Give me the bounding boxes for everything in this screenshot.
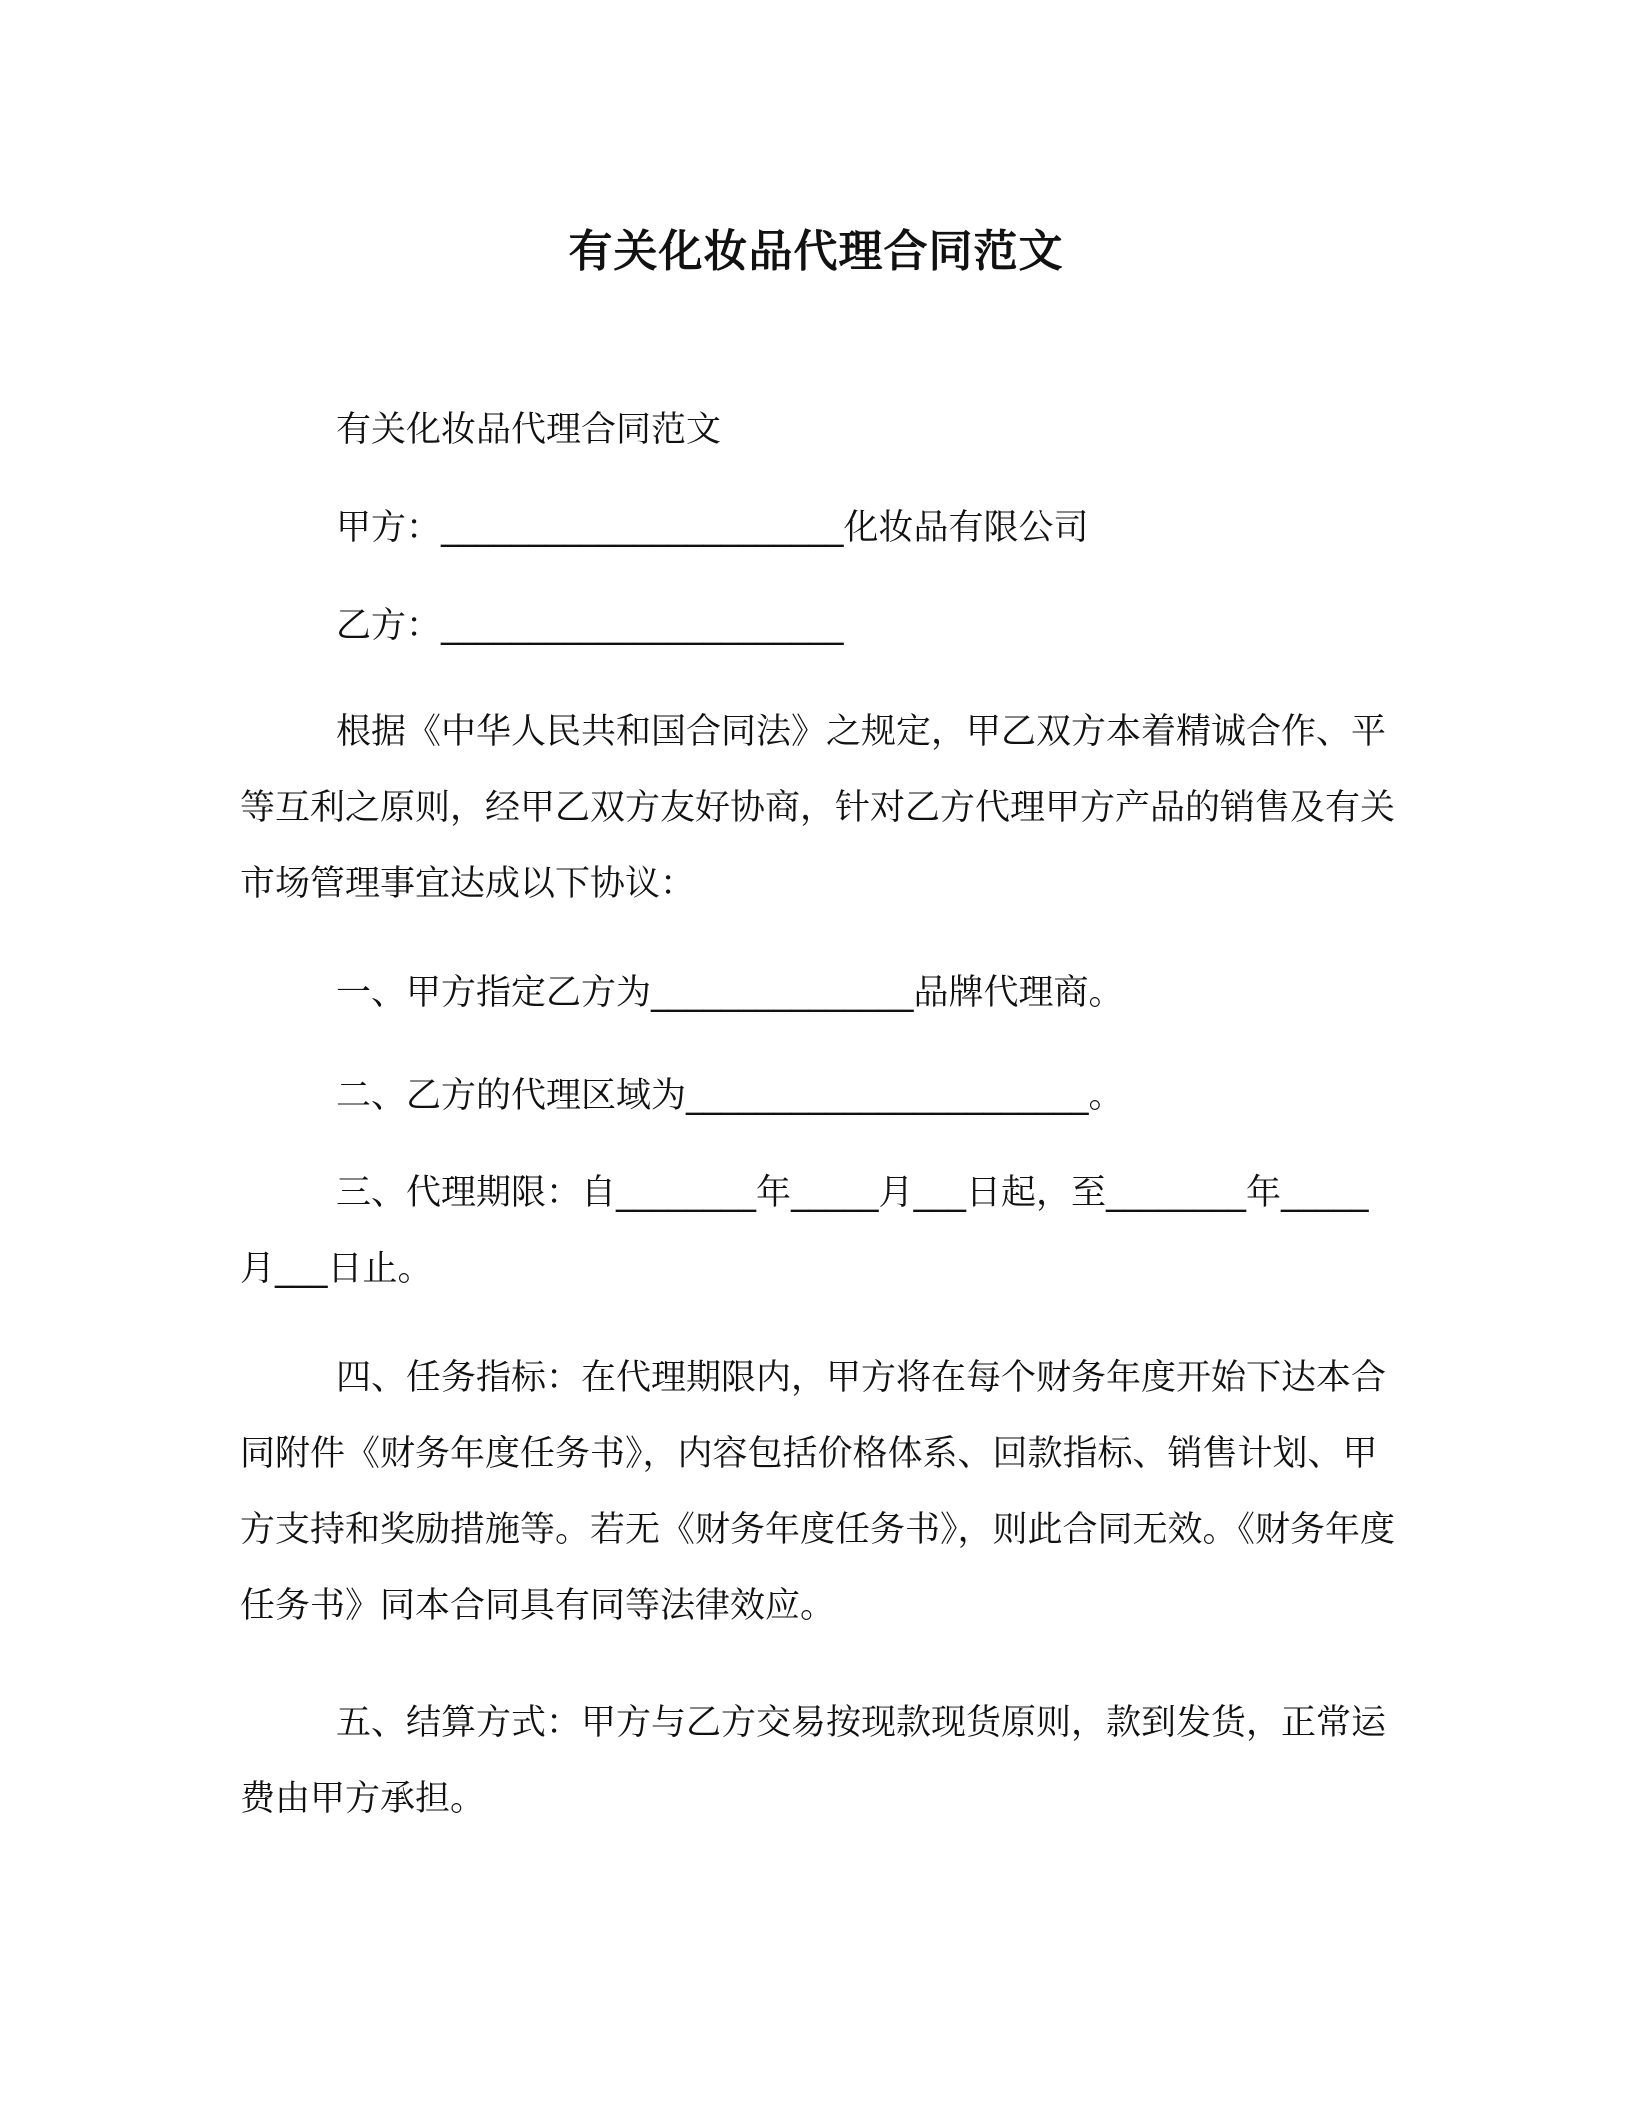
party-a-line: 甲方：_______________________化妆品有限公司 xyxy=(336,508,1089,548)
clause-2: 二、乙方的代理区域为_______________________。 xyxy=(336,1076,1124,1116)
document-title: 有关化妆品代理合同范文 xyxy=(568,226,1064,277)
preamble-paragraph: 根据《中华人民共和国合同法》之规定，甲乙双方本着精诚合作、平等互利之原则，经甲乙双方友好协商，针对乙方代理甲方产品的销售及有关市场管理事宜达成以下协议： xyxy=(240,712,1396,904)
clause-1: 一、甲方指定乙方为_______________品牌代理商。 xyxy=(336,973,1124,1013)
clause-3: 三、代理期限：自________年_____月___日起，至________年_____月___日止。 xyxy=(240,1173,1369,1289)
subtitle: 有关化妆品代理合同范文 xyxy=(336,410,722,450)
clause-4: 四、任务指标：在代理期限内，甲方将在每个财务年度开始下达本合同附件《财务年度任务书》，内容包括价格体系、回款指标、销售计划、甲方支持和奖励措施等。若无《财务年度任务书》，则此合同无效。《财务年度任务书》同本合同具有同等法律效应。 xyxy=(240,1358,1396,1626)
party-b-line: 乙方：_______________________ xyxy=(336,606,844,646)
clause-5: 五、结算方式：甲方与乙方交易按现款现货原则，款到发货，正常运费由甲方承担。 xyxy=(240,1703,1387,1819)
